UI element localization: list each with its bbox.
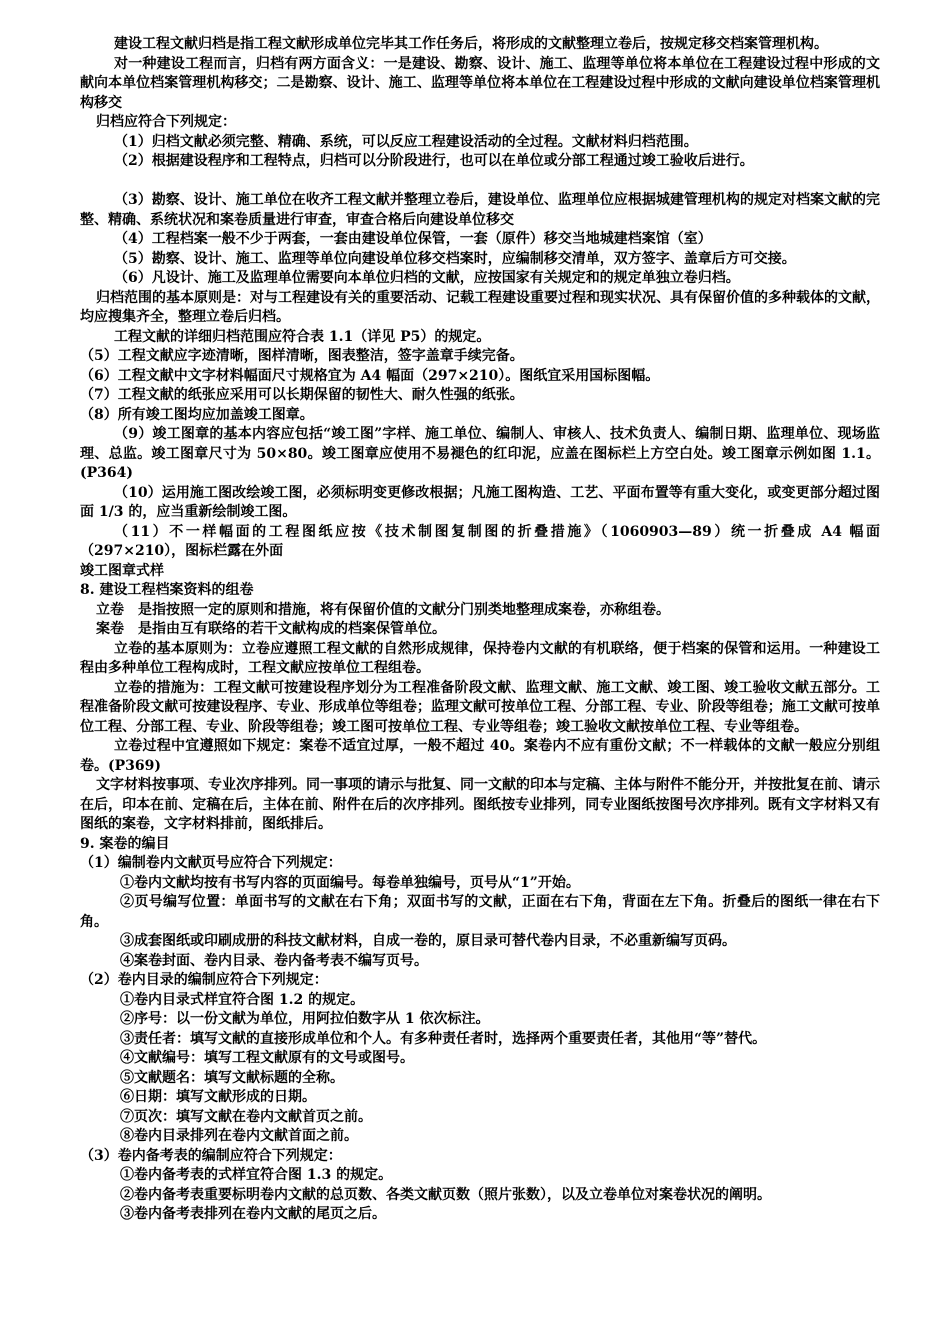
paragraph: （2）卷内目录的编制应符合下列规定：	[80, 972, 328, 988]
paragraph: 归档应符合下列规定：	[96, 114, 236, 130]
paragraph: （11）不一样幅面的工程图纸应按《技术制图复制图的折叠措施》（1060903—89）统一折叠成 A4 幅面（297×210），图标栏露在外面	[80, 523, 880, 559]
paragraph: ⑥日期：填写文献形成的日期。	[120, 1089, 316, 1105]
paragraph: ①卷内文献均按有书写内容的页面编号。每卷单独编号，页号从“1”开始。	[120, 874, 580, 891]
paragraph: （6）凡设计、施工及监理单位需要向本单位归档的文献，应按国家有关规定和的规定单独立卷归档。	[114, 270, 740, 286]
paragraph: 竣工图章式样	[80, 562, 164, 579]
paragraph: （5）工程文献应字迹清晰，图样清晰，图表整洁，签字盖章手续完备。	[80, 348, 524, 364]
paragraph: ⑦页次：填写文献在卷内文献首页之前。	[120, 1108, 372, 1125]
paragraph: 建设工程文献归档是指工程文献形成单位完毕其工作任务后，将形成的文献整理立卷后，按规定移交档案管理机构。	[114, 36, 828, 52]
paragraph: ③责任者：填写文献的直接形成单位和个人。有多种责任者时，选择两个重要责任者，其他用“等”替代。	[120, 1030, 767, 1047]
paragraph: （1）归档文献必须完整、精确、系统，可以反应工程建设活动的全过程。文献材料归档范围。	[114, 133, 698, 150]
paragraph: ⑧卷内目录排列在卷内文献首面之前。	[120, 1128, 358, 1144]
paragraph: 归档范围的基本原则是：对与工程建设有关的重要活动、记载工程建设重要过程和现实状况、具有保留价值的多种载体的文献，均应搜集齐全，整理立卷后归档。	[80, 289, 880, 325]
blank-line	[80, 172, 880, 192]
paragraph: 立卷的措施为：工程文献可按建设程序划分为工程准备阶段文献、监理文献、施工文献、竣工图、竣工验收文献五部分。工程准备阶段文献可按建设程序、专业、形成单位等组卷；监理文献可按单位工程、分部工程、专业、阶段等组卷；施工文献可按单位工程、分部工程、专业、阶段等组卷；竣工图可按单位工程、专业等组卷；竣工验收文献按单位工程、专业等组卷。	[80, 679, 880, 735]
paragraph: 工程文献的详细归档范围应符合表 1.1（详见 P5）的规定。	[114, 328, 491, 345]
paragraph: ①卷内备考表的式样宜符合图 1.3 的规定。	[120, 1167, 393, 1183]
paragraph: （10）运用施工图改绘竣工图，必须标明变更修改根据；凡施工图构造、工艺、平面布置等有重大变化，或变更部分超过图面 1/3 的，应当重新绘制竣工图。	[80, 484, 880, 520]
paragraph: ②页号编写位置：单面书写的文献在右下角；双面书写的文献，正面在右下角，背面在左下角。折叠后的图纸一律在右下角。	[80, 894, 880, 930]
paragraph: （8）所有竣工图均应加盖竣工图章。	[80, 406, 314, 423]
paragraph: （5）勘察、设计、施工、监理等单位向建设单位移交档案时，应编制移交清单，双方签字、盖章后方可交接。	[114, 250, 796, 267]
paragraph: 案卷 是指由互有联络的若干文献构成的档案保管单位。	[96, 621, 446, 637]
paragraph: ③成套图纸或印刷成册的科技文献材料，自成一卷的，原目录可替代卷内目录，不必重新编写页码。	[120, 933, 736, 949]
paragraph: （9）竣工图章的基本内容应包括“竣工图”字样、施工单位、编制人、审核人、技术负责人、编制日期、监理单位、现场监理、总监。竣工图章尺寸为 50×80。竣工图章应使用不易褪色的红印泥，应盖在图标栏上方空白处。竣工图章示例如图 1.1。 (P364)	[80, 426, 880, 481]
paragraph: （2）根据建设程序和工程特点，归档可以分阶段进行，也可以在单位或分部工程通过竣工验收后进行。	[114, 153, 754, 169]
paragraph: （3）勘察、设计、施工单位在收齐工程文献并整理立卷后，建设单位、监理单位应根据城建管理机构的规定对档案文献的完整、精确、系统状况和案卷质量进行审查，审查合格后向建设单位移交	[80, 192, 880, 228]
paragraph: ④文献编号：填写工程文献原有的文号或图号。	[120, 1050, 414, 1066]
paragraph: ④案卷封面、卷内目录、卷内备考表不编写页号。	[120, 952, 428, 969]
paragraph: （1）编制卷内文献页号应符合下列规定：	[80, 855, 342, 871]
paragraph: （6）工程文献中文字材料幅面尺寸规格宜为 A4 幅面（297×210）。图纸宜采用国标图幅。	[80, 367, 660, 384]
paragraph: ②序号：以一份文献为单位，用阿拉伯数字从 1 依次标注。	[120, 1011, 490, 1027]
document-page	[80, 35, 880, 1225]
paragraph: 立卷的基本原则为：立卷应遵照工程文献的自然形成规律，保持卷内文献的有机联络，便于档案的保管和运用。一种建设工程由多种单位工程构成时，工程文献应按单位工程组卷。	[80, 640, 880, 676]
paragraph: （3）卷内备考表的编制应符合下列规定：	[80, 1147, 342, 1164]
paragraph: 立卷 是指按照一定的原则和措施，将有保留价值的文献分门别类地整理成案卷，亦称组卷。	[96, 601, 670, 618]
paragraph: ③卷内备考表排列在卷内文献的尾页之后。	[120, 1206, 386, 1222]
paragraph: ②卷内备考表重要标明卷内文献的总页数、各类文献页数（照片张数），以及立卷单位对案卷状况的阐明。	[120, 1186, 771, 1203]
paragraph: 9. 案卷的编目	[80, 835, 170, 852]
paragraph: （4）工程档案一般不少于两套，一套由建设单位保管，一套（原件）移交当地城建档案馆（室）	[114, 231, 712, 247]
paragraph: ⑤文献题名：填写文献标题的全称。	[120, 1069, 344, 1086]
paragraph: （7）工程文献的纸张应采用可以长期保留的韧性大、耐久性强的纸张。	[80, 387, 524, 403]
paragraph: 对一种建设工程而言，归档有两方面含义：一是建设、勘察、设计、施工、监理等单位将本单位在工程建设过程中形成的文献向本单位档案管理机构移交；二是勘察、设计、施工、监理等单位将本单位在工程建设过程中形成的文献向建设单位档案管理机构移交	[80, 55, 880, 111]
paragraph: ①卷内目录式样宜符合图 1.2 的规定。	[120, 991, 365, 1008]
paragraph: 8. 建设工程档案资料的组卷	[80, 582, 254, 598]
paragraph: 立卷过程中宜遵照如下规定：案卷不适宜过厚，一般不超过 40。案卷内不应有重份文献；不一样载体的文献一般应分别组卷。(P369)	[80, 738, 880, 774]
paragraph: 文字材料按事项、专业次序排列。同一事项的请示与批复、同一文献的印本与定稿、主体与附件不能分开，并按批复在前、请示在后，印本在前、定稿在后，主体在前、附件在后的次序排列。图纸按专业排列，同专业图纸按图号次序排列。既有文字材料又有图纸的案卷，文字材料排前，图纸排后。	[80, 777, 880, 832]
